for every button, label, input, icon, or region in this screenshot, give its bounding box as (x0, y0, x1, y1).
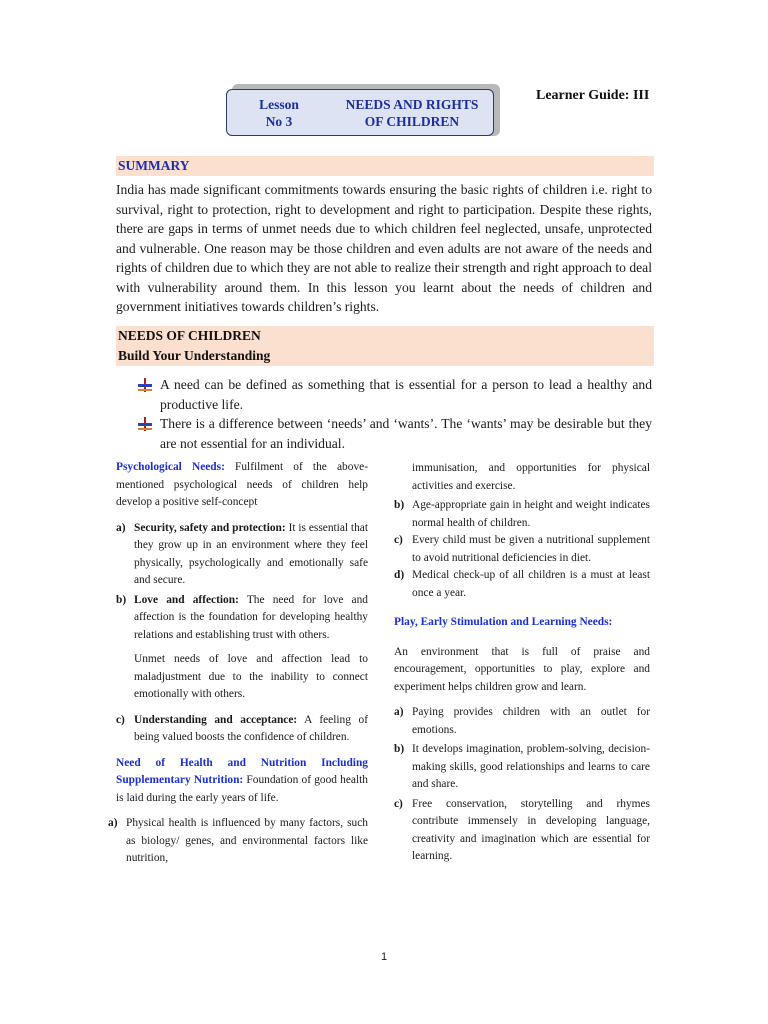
health-item-a (108, 815, 368, 868)
item-text: Free conservation, storytelling and rhymes contribute immensely in developing language, creativity and imagination which are essential for learning. (412, 797, 650, 862)
item-title: Understanding and acceptance: (134, 713, 298, 726)
item-text: Paying provides children with an outlet for emotions. (412, 706, 650, 736)
health-paragraph (116, 755, 368, 808)
play-heading: Play, Early Stimulation and Learning Needs: (394, 616, 613, 628)
psych-text: Fulfilment of the above-mentioned psychological needs of children help develop a positive self-concept (116, 461, 368, 508)
play-item-c (394, 796, 650, 866)
item-text: Medical check-up of all children is a must at least once a year. (412, 569, 650, 599)
lesson-number: No 3 (265, 113, 293, 129)
lesson-title-line2: OF CHILDREN (364, 113, 460, 129)
summary-text: India has made significant commitments towards ensuring the basic rights of children i.e. right to survival, right to protection, right to development and right to participation. Despite these rights, there are gaps in terms of unmet needs due to which children feel neglected, unsafe, unprotected and vulnerable. One reason may be those children and even adults are not aware of the needs and rights of children due to which they are not able to realize their strength and right approach to deal with vulnerability around them. In this lesson you learnt about the needs of children and government initiatives towards children’s rights. (116, 182, 652, 314)
item-text: Age-appropriate gain in height and weight indicates normal health of children. (412, 499, 650, 529)
item-marker: d) (394, 569, 405, 581)
summary-heading: SUMMARY (116, 156, 654, 176)
health-item-b (394, 497, 650, 532)
psych-paragraph (116, 459, 368, 512)
health-continuation: immunisation, and opportunities for physical activities and exercise. (412, 462, 650, 492)
item-marker: c) (394, 534, 403, 546)
right-column (394, 460, 650, 866)
item-text: It is essential that they grow up in an environment where they feel physically, psychologically and emotionally safe and secure. (134, 521, 369, 586)
lesson-title-line1: NEEDS AND RIGHTS (345, 96, 479, 112)
item-marker: b) (116, 593, 127, 606)
love-note: Unmet needs of love and affection lead to maladjustment due to the inability to connect emotionally with others. (134, 653, 368, 700)
needs-bullet-list (138, 375, 652, 453)
item-text: It develops imagination, problem-solving, decision-making skills, good relationships and learns to care and share. (412, 743, 650, 790)
item-marker: b) (394, 743, 405, 755)
list-item (138, 375, 652, 414)
bullet-text: There is a difference between ‘needs’ and ‘wants’. The ‘wants’ may be desirable but they are not essential for an individual. (160, 416, 652, 451)
build-understanding-heading: Build Your Understanding (116, 346, 654, 366)
item-text: The need for love and affection is the foundation for developing healthy relations and establishing trust with others. (134, 593, 368, 641)
item-title: Love and affection: (134, 593, 239, 606)
psych-item-a (116, 520, 368, 590)
health-item-c (394, 532, 650, 567)
item-marker: a) (394, 706, 404, 718)
page-number: 1 (380, 951, 388, 963)
play-item-b (394, 741, 650, 794)
bullet-text: A need can be defined as something that is essential for a person to lead a healthy and productive life. (160, 377, 652, 412)
needs-heading: NEEDS OF CHILDREN (116, 326, 654, 346)
play-item-a (394, 704, 650, 739)
item-marker: a) (108, 817, 118, 829)
lesson-label: Lesson (259, 96, 299, 112)
item-marker: a) (116, 521, 126, 534)
lesson-title-box (226, 89, 494, 136)
item-text: A feeling of being valued boosts the confidence of children. (134, 713, 368, 743)
item-marker: b) (394, 499, 405, 511)
item-marker: c) (116, 713, 125, 726)
left-column (108, 459, 369, 868)
learner-guide-label: Learner Guide: III (536, 88, 650, 103)
psych-item-b (116, 592, 368, 645)
lesson-title (331, 96, 493, 130)
bullet-marker-icon (138, 378, 152, 392)
lesson-number-block (227, 96, 331, 130)
item-title: Security, safety and protection: (134, 521, 286, 534)
list-item (138, 414, 652, 453)
play-text: An environment that is full of praise and encouragement, opportunities to play, explore and experiment helps children grow and learn. (394, 645, 650, 693)
item-marker: c) (394, 797, 403, 810)
item-text: Every child must be given a nutritional supplement to avoid nutritional deficiencies in diet. (412, 534, 650, 564)
psych-heading: Psychological Needs: (116, 461, 225, 473)
health-item-d (394, 567, 650, 602)
health-text: Foundation of good health is laid during the early years of life. (116, 774, 368, 804)
bullet-marker-icon (138, 417, 152, 431)
psych-item-c (116, 712, 368, 747)
item-text: Physical health is influenced by many factors, such as biology/ genes, and environmental factors like nutrition, (126, 817, 368, 864)
health-heading: Need of Health and Nutrition Including Supplementary Nutrition: (116, 756, 368, 786)
